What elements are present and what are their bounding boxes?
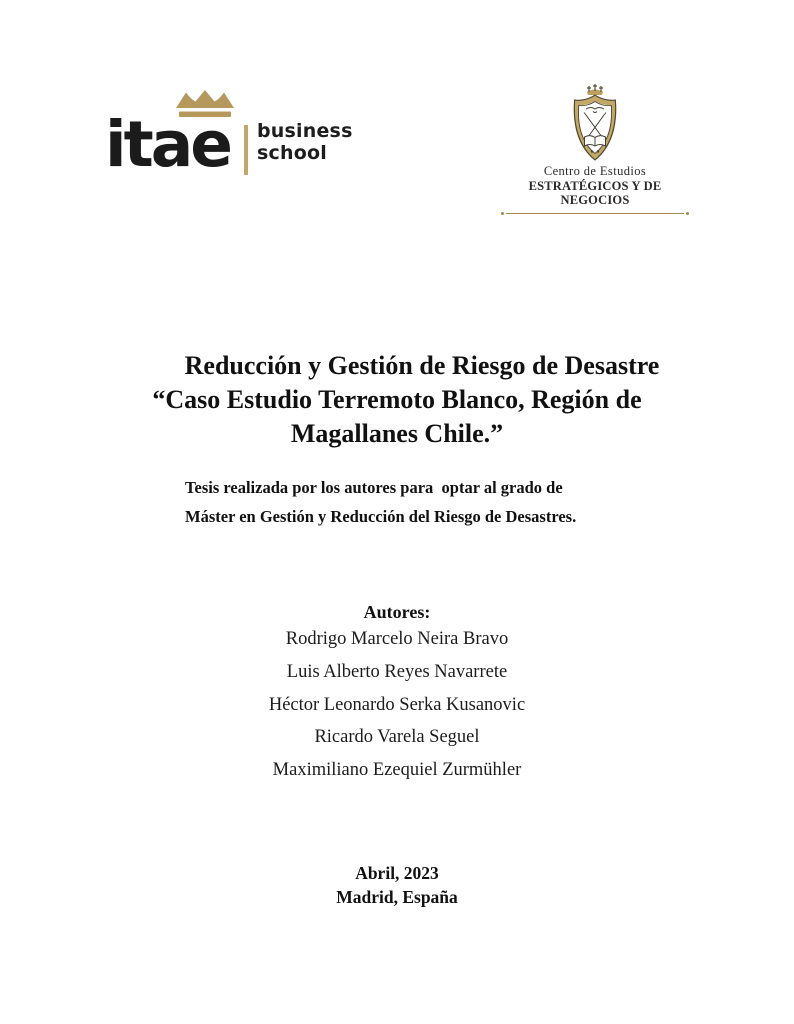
publication-date: Abril, 2023 <box>355 863 439 883</box>
subtitle-line-2: Máster en Gestión y Reducción del Riesgo de Desastres. <box>185 506 577 526</box>
title-line-2: “Caso Estudio Terremoto Blanco, Región de <box>152 385 642 414</box>
crest-org-name-line1: Centro de Estudios <box>543 164 647 178</box>
subtitle-line-1: Tesis realizada por los autores para optar al grado de <box>185 478 563 497</box>
thesis-title <box>70 349 724 451</box>
crest-org-name-line2: ESTRATÉGICOS Y DE NEGOCIOS <box>528 179 662 207</box>
business-label: business <box>257 120 353 142</box>
authors-section <box>0 601 794 787</box>
rule-left-dot <box>501 212 504 215</box>
itae-business-school-logo <box>105 90 365 190</box>
author-name-4: Ricardo Varela Seguel <box>314 727 480 748</box>
school-label: school <box>257 142 327 164</box>
publication-info <box>0 861 794 909</box>
title-line-1: Reducción y Gestión de Riesgo de Desastre <box>184 351 660 380</box>
author-name-5: Maximiliano Ezequiel Zurmühler <box>272 760 522 781</box>
business-school-label <box>257 120 353 164</box>
publication-location: Madrid, España <box>336 887 458 907</box>
itae-wordmark: itae <box>105 108 230 181</box>
ceen-crest-logo <box>500 83 690 215</box>
rule-line <box>506 213 684 215</box>
thesis-subtitle <box>185 474 645 531</box>
authors-heading: Autores: <box>363 602 431 622</box>
author-name-1: Rodrigo Marcelo Neira Bravo <box>285 629 509 649</box>
author-name-3: Héctor Leonardo Serka Kusanovic <box>268 694 526 715</box>
author-name-2: Luis Alberto Reyes Navarrete <box>286 661 508 682</box>
rule-right-dot <box>686 212 689 215</box>
shield-crest-icon <box>563 83 627 163</box>
logo-divider <box>244 125 248 175</box>
gold-rule <box>500 212 690 215</box>
title-line-3: Magallanes Chile.” <box>290 419 504 448</box>
